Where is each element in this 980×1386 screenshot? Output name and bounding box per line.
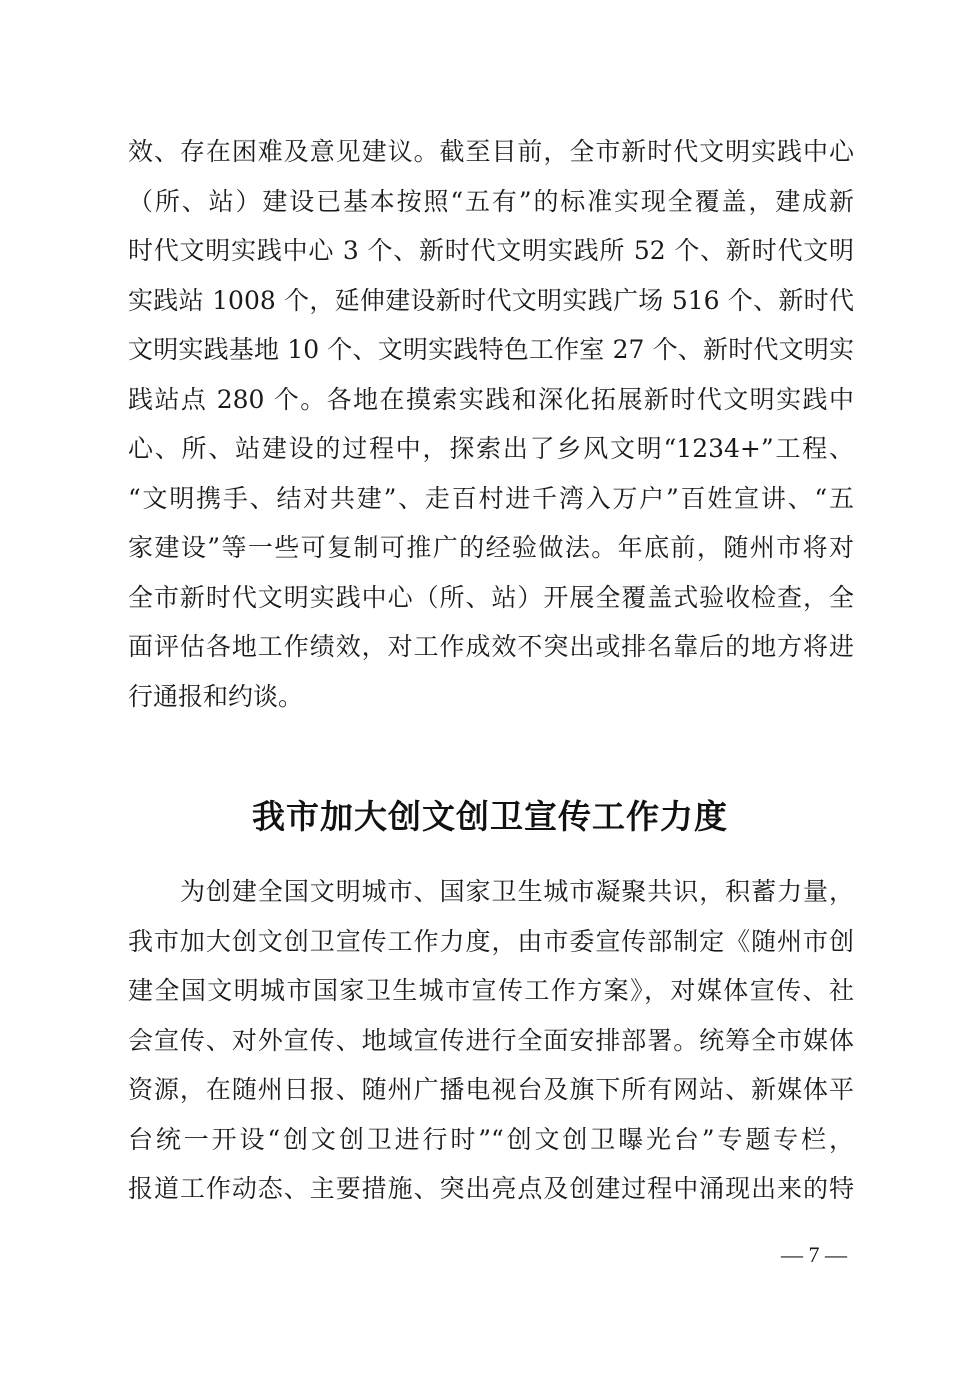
text-line: 面评估各地工作绩效，对工作成效不突出或排名靠后的地方将进 <box>128 632 854 661</box>
text-line: 为创建全国文明城市、国家卫生城市凝聚共识，积蓄力量， <box>180 877 854 906</box>
text-line: 会宣传、对外宣传、地域宣传进行全面安排部署。统筹全市媒体 <box>128 1025 854 1055</box>
text-line: 行通报和约谈。 <box>128 681 304 711</box>
paragraph-publicity <box>128 867 854 1214</box>
text-line: 报道工作动态、主要措施、突出亮点及创建过程中涌现出来的特 <box>128 1174 854 1203</box>
text-line: 效、存在困难及意见建议。截至目前，全市新时代文明实践中心 <box>128 137 854 166</box>
text-line: 文明实践基地 10 个、文明实践特色工作室 27 个、新时代文明实 <box>128 335 854 364</box>
text-line: 践站点 280 个。各地在摸索实践和深化拓展新时代文明实践中 <box>128 384 854 414</box>
text-line: 全市新时代文明实践中心（所、站）开展全覆盖式验收检查，全 <box>128 582 854 612</box>
section-title: 我市加大创文创卫宣传工作力度 <box>252 797 728 837</box>
paragraph-statistics <box>128 127 854 721</box>
text-line: 实践站 1008 个，延伸建设新时代文明实践广场 516 个、新时代 <box>128 285 854 315</box>
text-line: 资源，在随州日报、随州广播电视台及旗下所有网站、新媒体平 <box>128 1075 854 1104</box>
text-line: 家建设”等一些可复制可推广的经验做法。年底前，随州市将对 <box>128 533 854 562</box>
text-line: 我市加大创文创卫宣传工作力度，由市委宣传部制定《随州市创 <box>128 926 854 956</box>
text-line: 台统一开设“创文创卫进行时”“创文创卫曝光台”专题专栏， <box>128 1124 854 1154</box>
text-line: （所、站）建设已基本按照“五有”的标准实现全覆盖，建成新 <box>128 186 854 216</box>
page-number: — 7 — <box>781 1242 847 1267</box>
text-line: 时代文明实践中心 3 个、新时代文明实践所 52 个、新时代文明 <box>128 236 854 265</box>
text-line: “文明携手、结对共建”、走百村进千湾入万户”百姓宣讲、“五 <box>128 483 854 513</box>
text-line: 心、所、站建设的过程中，探索出了乡风文明“1234+”工程、 <box>128 434 854 463</box>
text-line: 建全国文明城市国家卫生城市宣传工作方案》，对媒体宣传、社 <box>128 976 854 1005</box>
